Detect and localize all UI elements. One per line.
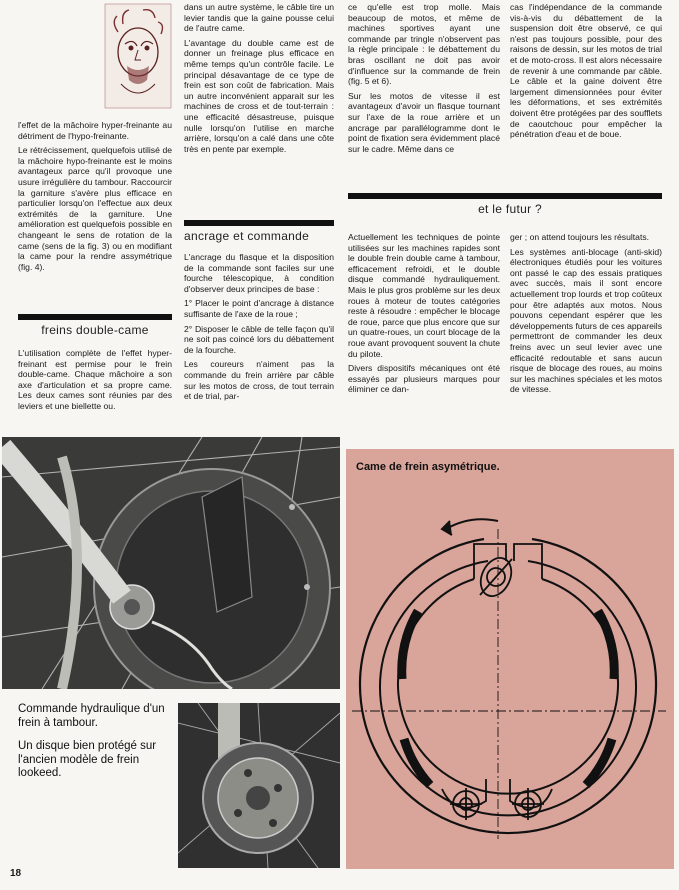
paragraph: Actuellement les techniques de pointe utilisées sur les machines rapides sont le double frein double came à tambour, efficacement refroidi, et le double disque commandé hydrauliquement. Mais le plus gros problème sur les deux roues à moteur de toutes catégories reste à résoudre : empêcher le blocage de roue, parce que plus encore que sur un quatre-roues, un court blocage de la roue avant provoquent souvent la chute du pilote. [348, 232, 500, 359]
paragraph: L'ancrage du flasque et la disposition de la commande sont faciles sur une fourche télescopique, à condition d'observer deux principes de base : [184, 252, 334, 294]
text-column-1 [18, 120, 172, 276]
heading-text: et le futur ? [478, 202, 542, 216]
diagram-title: Came de frein asymétrique. [356, 461, 500, 473]
caption-photo-drum-brake: Commande hydraulique d'un frein à tambour. [18, 703, 165, 729]
paragraph: L'avantage du double came est de donner un freinage plus efficace en même temps qu'un contrôle facile. Le principal désavantage de ce type de frein est son coût de fabrication. Mais un autre inconvénient apparait sur les machines de cross et de tout-terrain : une efficacité désastreuse, puisque nulle lorsqu'on l'utilise en marche arrière, lorsqu'on a calé dans une côte très en pente par exemple. [184, 37, 334, 154]
paragraph: Le rétrécissement, quelquefois utilisé de la mâchoire hypo-freinante est le moins avantageux parce qu'il provoque une usure irrégulière du tambour. Raccourcir la garniture s'avère plus efficace en particulier lorsqu'on l'effectue aux deux extrémités de la garniture. Une amélioration est quelquefois possible en changeant le sens de rotation de la came (sens de la fig. 3) ou en modifiant la came pour la rendre assymétrique (fig. 4). [18, 145, 172, 272]
page-number: 18 [10, 868, 22, 879]
text-column-1-bottom [18, 348, 172, 416]
text-column-2-bottom [184, 252, 334, 406]
paragraph: Divers dispositifs mécaniques ont été essayés par plusieurs marques pour éliminer ce dan- [348, 363, 500, 395]
section-heading-et-le-futur [348, 193, 662, 218]
paragraph: Sur les motos de vitesse il est avantageux d'avoir un flasque tournant sur l'axe de la roue arrière et un ancrage par parallélogramme dont le point de fixation sera évidemment placé sur le cadre. Même dans ce [348, 90, 500, 154]
text-column-2 [184, 2, 334, 158]
section-heading-freins-double-came [18, 314, 172, 339]
cartoon-illustration [103, 2, 173, 110]
paragraph: L'utilisation complète de l'effet hyper-freinant est permise pour le frein double-came. Chaque mâchoire a son axe d'articulation et sa propre came. Les deux cames sont réunies par des leviers et une biellette ou. [18, 348, 172, 411]
paragraph: dans un autre système, le câble tire un levier tandis que la gaine pousse celui de l'autre came. [184, 2, 334, 34]
paragraph: ce qu'elle est trop molle. Mais beaucoup de motos, et même de machines sportives ayant une commande par tringle n'observent pas la règle principale : le débattement du bras oscillant ne doit pas avoir d'influence sur la commande de frein (fig. 5 et 6). [348, 2, 500, 87]
paragraph: ger ; on attend toujours les résultats. [510, 232, 650, 242]
text-column-3 [348, 2, 500, 158]
paragraph: Les coureurs n'aiment pas la commande du frein arrière par câble sur les motos de cross, de tout terrain et de trial, par- [184, 359, 334, 402]
diagram-asymmetric-cam [346, 449, 674, 869]
text-column-3-bottom [348, 232, 500, 399]
photo-drum-brake [2, 437, 340, 689]
caption-photo-disc-brake: Un disque bien protégé sur l'ancien modèle de frein lookeed. [18, 740, 157, 779]
heading-text: freins double-came [41, 323, 149, 337]
photo-disc-brake [178, 703, 340, 868]
heading-text: ancrage et commande [184, 229, 310, 243]
diagram-background [346, 449, 674, 869]
paragraph: 2° Disposer le câble de telle façon qu'il ne soit pas coincé lors du débattement de la fourche. [184, 323, 334, 355]
paragraph: 1° Placer le point d'ancrage à distance suffisante de l'axe de la roue ; [184, 298, 334, 319]
text-column-4-bottom [510, 232, 662, 399]
section-heading-ancrage-et-commande [184, 220, 334, 245]
paragraph: cas l'indépendance de la commande vis-à-vis du débattement de la suspension doit être observé, ce qui n'est pas toujours possible, pour des raisons de dessin, sur les motos de trial et de moto-cross. Il est alors nécessaire de revenir à une commande par câble. Le câble et la gaine doivent être largement dimensionnées pour éviter les déformations, et ses extrémités doivent être protégées par des soufflets de caoutchouc pour empêcher la pénétration d'eau et de boue. [510, 2, 662, 140]
paragraph: Les systèmes anti-blocage (anti-skid) électroniques étudiés pour les voitures ont passé le cap des essais pratiques avec succès, mais il sont encore actuellement trop lourds et trop coûteux pour être adaptés aux motos. Nous pouvons cependant espérer que les développements futurs de ces appareils permettront de commander les deux freins avec un seul levier avec une efficacité redoutable et sans aucun risque de blocage des roues, au moins sur les machines spéciales et les motos de vitesse. [510, 246, 662, 395]
text-column-4 [510, 2, 662, 144]
paragraph: l'effet de la mâchoire hyper-freinante au détriment de l'hypo-freinante. [18, 120, 172, 141]
